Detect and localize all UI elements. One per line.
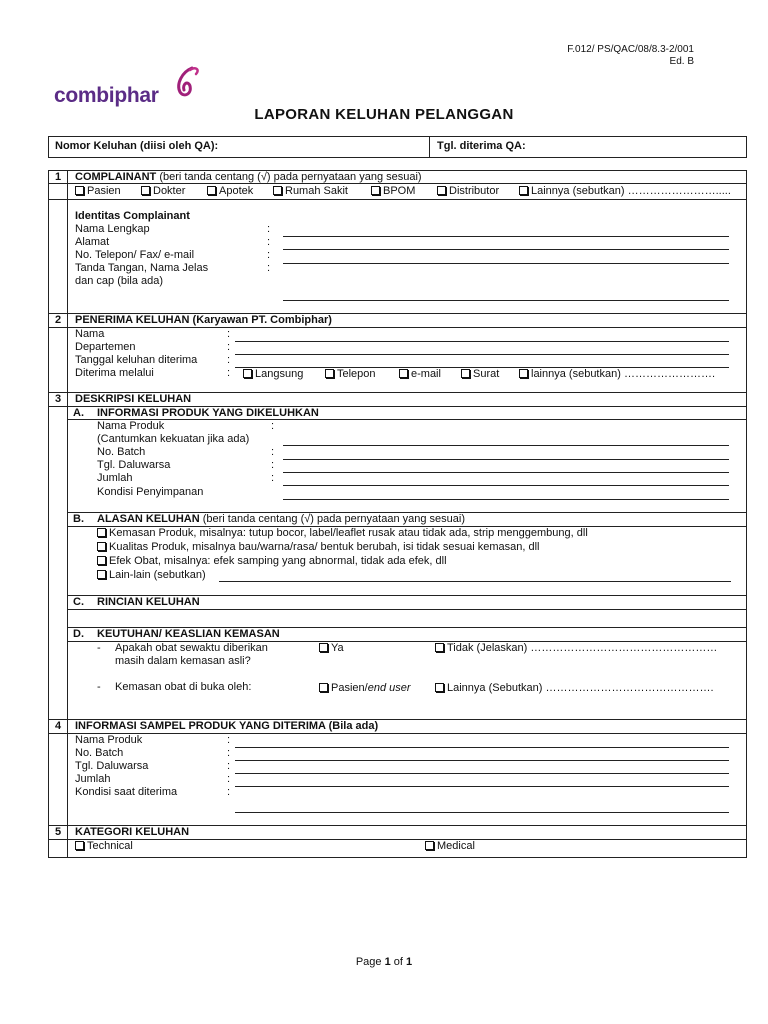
section-3-heading: DESKRIPSI KELUHAN — [75, 393, 192, 405]
input-sample-jumlah[interactable] — [235, 786, 729, 787]
reason-efek-obat[interactable]: Efek Obat, misalnya: efek samping yang abnormal, tidak ada efek, dll — [97, 555, 447, 568]
field-kondisi-penyimpanan: Kondisi Penyimpanan — [97, 486, 204, 498]
question-kemasan-asli-cont: masih dalam kemasan asli? — [115, 655, 251, 667]
section-1-number: 1 — [54, 171, 62, 183]
input-alamat[interactable] — [283, 249, 729, 250]
reason-kualitas[interactable]: Kualitas Produk, misalnya bau/warna/rasa/ bentuk berubah, isi tidak sesuai kemasan, dll — [97, 541, 539, 554]
input-sample-nama[interactable] — [235, 747, 729, 748]
option-rumah-sakit[interactable]: Rumah Sakit — [273, 185, 348, 198]
form-title: LAPORAN KELUHAN PELANGGAN — [254, 106, 514, 123]
input-tgl-daluwarsa[interactable] — [283, 472, 729, 473]
option-email[interactable]: e-mail — [399, 368, 441, 381]
input-kondisi[interactable] — [283, 499, 729, 500]
subsection-b-heading: ALASAN KELUHAN (beri tanda centang (√) pada pernyataan yang sesuai) — [97, 513, 465, 525]
section-2-heading: PENERIMA KELUHAN (Karyawan PT. Combiphar) — [75, 314, 332, 326]
question-dibuka-oleh: Kemasan obat di buka oleh: — [115, 681, 252, 693]
reason-kemasan[interactable]: Kemasan Produk, misalnya: tutup bocor, label/leaflet rusak atau tidak ada, strip menggembung, dll — [97, 527, 588, 540]
subsection-d-heading: KEUTUHAN/ KEASLIAN KEMASAN — [97, 628, 280, 640]
option-medical[interactable]: Medical — [425, 840, 475, 853]
option-langsung[interactable]: Langsung — [243, 368, 303, 381]
document-code: F.012/ PS/QAC/08/8.3-2/001 — [567, 44, 694, 55]
input-sample-kondisi[interactable] — [235, 812, 729, 813]
option-tidak[interactable]: Tidak (Jelaskan) …………………………………………… — [435, 642, 717, 655]
complaint-form: 1 COMPLAINANT (beri tanda centang (√) pada pernyataan yang sesuai) Pasien Dokter Apotek Rumah Sakit BPOM Distributor Lainnya (sebutkan) ……………………..... Identitas Complainant Nama Lengkap Alamat No. Telepon/ Fax/ e-mail Tanda Tangan, Nama Jelas dan cap (bila ada) : : : : 2 PENERIMA KELUHAN (Karyawan PT. Combiphar) Nama Departemen Tanggal keluhan diterima Diterima melalui : : : : Langsung Telepon e-mail Surat lainnya (sebutkan) ……………………. 3 DESKRIPSI KELUHAN A. INFORMASI PRODUK YANG DIKELUHKAN Nama Produk (Cantumkan kekuatan jika ada) No. Batch Tgl. Daluwarsa Jumlah Kondisi Penyimpanan : : : : B. ALASAN KELUHAN (beri tanda centang (√) pada pernyataan yang sesuai) Kemasan Produk, misalnya: tutup bocor, label/leaflet rusak atau tidak ada, strip menggembung, dll Kualitas Produk, misalnya bau/warna/rasa/ bentuk berubah, isi tidak sesuai kemasan, dll Efek Obat, misalnya: efek samping yang abnormal, tidak ada efek, dll Lain-lain (sebutkan) C. RINCIAN KELUHAN D. KEUTUHAN/ KEASLIAN KEMASAN - Apakah obat sewaktu diberikan masih dalam kemasan asli? Ya Tidak (Jelaskan) …………………………………………… - Kemasan obat di buka oleh: Pasien/end user Lainnya (Sebutkan) ………………………………………. 4 INFORMASI SAMPEL PRODUK YANG DITERIMA (Bila ada) Nama Produk No. Batch Tgl. Daluwarsa Jumlah Kondisi saat diterima : : : : : 5 KATEGORI KELUHAN Technical Medical — [48, 170, 747, 858]
input-lain-lain[interactable] — [219, 581, 731, 582]
input-sample-batch[interactable] — [235, 760, 729, 761]
document-edition: Ed. B — [669, 56, 694, 67]
input-departemen[interactable] — [235, 354, 729, 355]
input-jumlah[interactable] — [283, 485, 729, 486]
input-telepon[interactable] — [283, 263, 729, 264]
section-4-heading: INFORMASI SAMPEL PRODUK YANG DITERIMA (Bila ada) — [75, 720, 379, 732]
section-5-number: 5 — [54, 826, 62, 838]
option-surat[interactable]: Surat — [461, 368, 499, 381]
option-lainnya-2[interactable]: lainnya (sebutkan) ……………………. — [519, 368, 715, 381]
field-nama-produk: Nama Produk — [97, 420, 165, 432]
option-telepon[interactable]: Telepon — [325, 368, 376, 381]
option-technical[interactable]: Technical — [75, 840, 133, 853]
input-nama-produk[interactable] — [283, 445, 729, 446]
subsection-d-letter: D. — [73, 628, 84, 640]
sample-jumlah: Jumlah — [75, 773, 111, 785]
qa-received-date-label: Tgl. diterima QA: — [437, 140, 526, 152]
identity-title: Identitas Complainant — [75, 210, 190, 222]
section-3-number: 3 — [54, 393, 62, 405]
field-tanda-tangan: Tanda Tangan, Nama Jelas — [75, 262, 209, 274]
field-nama: Nama — [75, 328, 105, 340]
question-kemasan-asli: Apakah obat sewaktu diberikan — [115, 642, 268, 654]
option-distributor[interactable]: Distributor — [437, 185, 499, 198]
option-lainnya-sebutkan[interactable]: Lainnya (Sebutkan) ………………………………………. — [435, 682, 714, 695]
field-cap: dan cap (bila ada) — [75, 275, 164, 287]
section-4-number: 4 — [54, 720, 62, 732]
option-pasien[interactable]: Pasien — [75, 185, 121, 198]
subsection-c-letter: C. — [73, 596, 84, 608]
page-total: 1 — [406, 956, 413, 968]
field-nama-lengkap: Nama Lengkap — [75, 223, 150, 235]
logo-wordmark: combiphar — [54, 84, 159, 107]
field-tanggal-diterima: Tanggal keluhan diterima — [75, 354, 198, 366]
field-kekuatan: (Cantumkan kekuatan jika ada) — [97, 433, 250, 445]
option-bpom[interactable]: BPOM — [371, 185, 415, 198]
option-pasien-end-user[interactable]: Pasien/end user — [319, 682, 411, 695]
page-footer: Page 1 of 1 — [355, 956, 413, 968]
page-number: 1 — [384, 956, 391, 968]
section-1-heading: COMPLAINANT (beri tanda centang (√) pada pernyataan yang sesuai) — [75, 171, 422, 183]
field-jumlah: Jumlah — [97, 472, 133, 484]
field-alamat: Alamat — [75, 236, 110, 248]
subsection-c-heading: RINCIAN KELUHAN — [97, 596, 200, 608]
header-box — [48, 136, 747, 158]
input-tanda-tangan[interactable] — [283, 300, 729, 301]
subsection-a-letter: A. — [73, 407, 84, 419]
subsection-b-letter: B. — [73, 513, 84, 525]
input-sample-daluwarsa[interactable] — [235, 773, 729, 774]
option-lainnya[interactable]: Lainnya (sebutkan) ……………………..... — [519, 185, 731, 198]
section-5-heading: KATEGORI KELUHAN — [75, 826, 190, 838]
field-no-batch: No. Batch — [97, 446, 146, 458]
sample-no-batch: No. Batch — [75, 747, 124, 759]
document-reference — [567, 44, 694, 68]
field-diterima-melalui: Diterima melalui — [75, 367, 154, 379]
subsection-a-heading: INFORMASI PRODUK YANG DIKELUHKAN — [97, 407, 319, 419]
input-nama[interactable] — [235, 341, 729, 342]
input-no-batch[interactable] — [283, 459, 729, 460]
option-ya[interactable]: Ya — [319, 642, 344, 655]
reason-lain-lain[interactable]: Lain-lain (sebutkan) — [97, 569, 206, 582]
sample-nama-produk: Nama Produk — [75, 734, 143, 746]
option-apotek[interactable]: Apotek — [207, 185, 253, 198]
field-telepon: No. Telepon/ Fax/ e-mail — [75, 249, 195, 261]
complaint-number-label: Nomor Keluhan (diisi oleh QA): — [55, 140, 219, 152]
logo-swirl-icon — [172, 64, 202, 104]
section-2-number: 2 — [54, 314, 62, 326]
field-tgl-daluwarsa: Tgl. Daluwarsa — [97, 459, 171, 471]
sample-tgl-daluwarsa: Tgl. Daluwarsa — [75, 760, 149, 772]
combiphar-logo — [54, 64, 214, 112]
input-nama-lengkap[interactable] — [283, 236, 729, 237]
sample-kondisi: Kondisi saat diterima — [75, 786, 178, 798]
field-departemen: Departemen — [75, 341, 136, 353]
option-dokter[interactable]: Dokter — [141, 185, 185, 198]
